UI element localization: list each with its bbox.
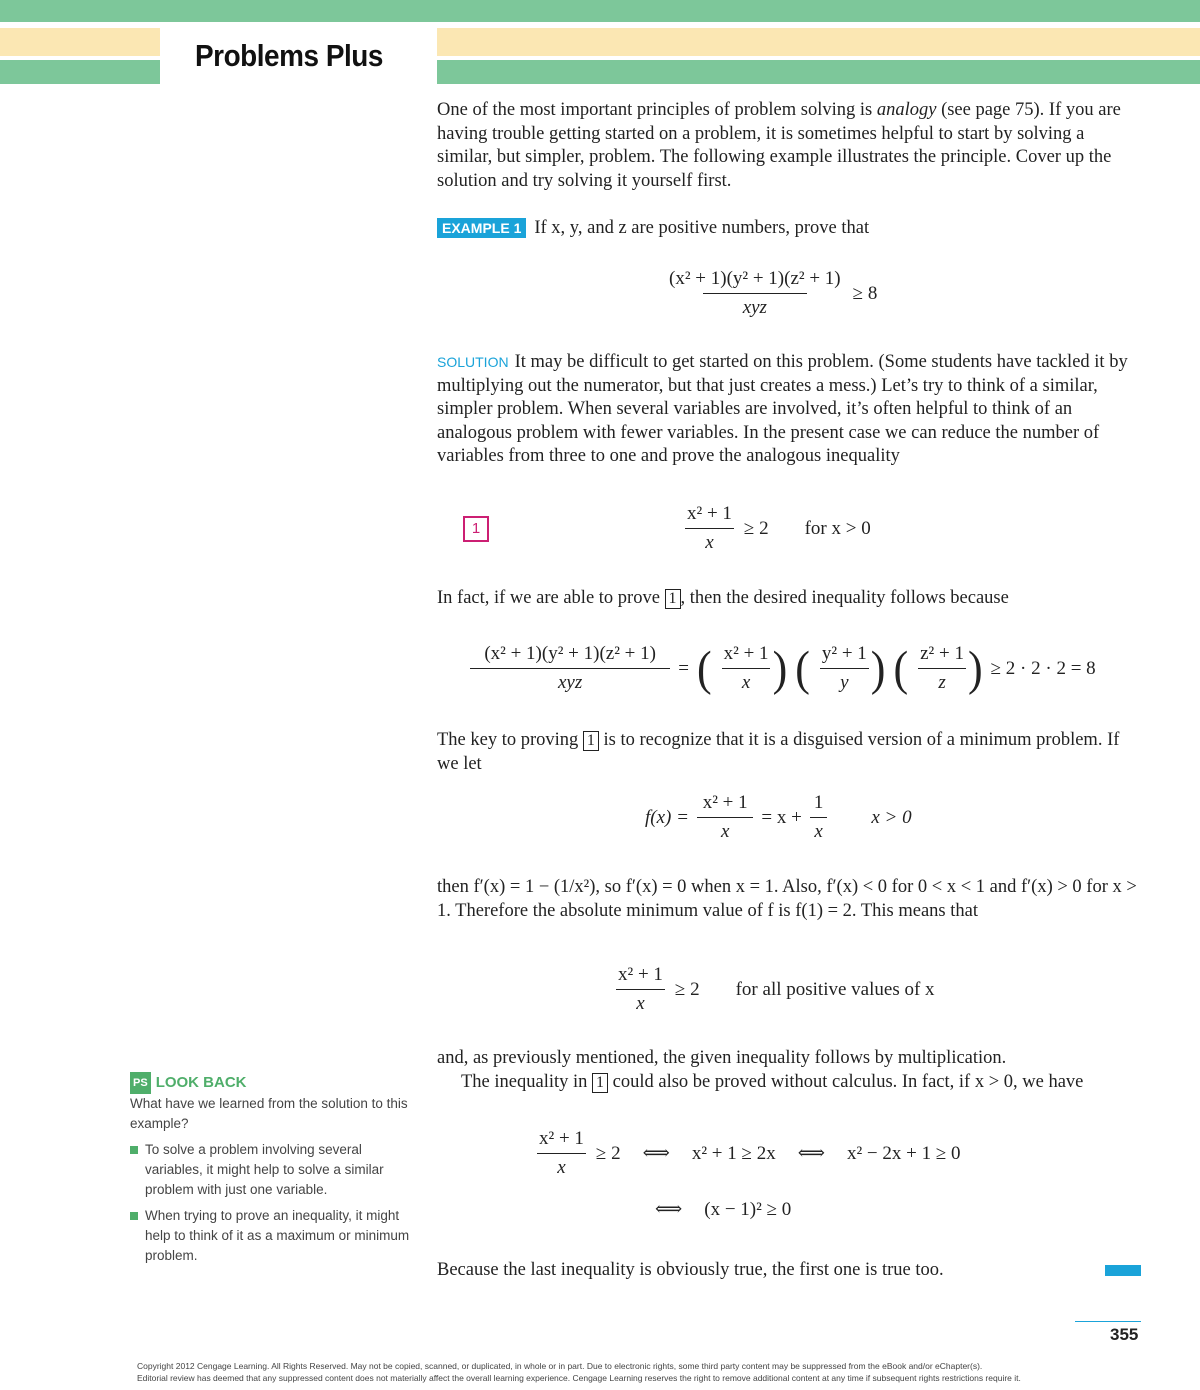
solution-label: SOLUTION [437, 354, 509, 370]
equation-1: $\frac{\text{x² + 1}}{x}$ ≥ 2 for x > 0 [687, 503, 871, 553]
look-back-sidebar [130, 1072, 415, 1266]
conclusion-paragraph: Because the last inequality is obviously true, the first one is true too. [437, 1260, 944, 1280]
intro-paragraph: One of the most important principles of problem solving is analogy (see page 75). If you are having trouble getting started on a problem, it is sometimes helpful to start by solving a similar, but simpler, problem. The following example illustrates the principle. Cover up the solution and try solving it yourself first. [437, 100, 1121, 191]
bullet-square-icon [130, 1212, 138, 1220]
solution-paragraph: SOLUTION It may be difficult to get started on this problem. (Some students have tackled it by multiplying out the numerator, but that just creates a mess.) Let’s try to think of a similar, simpler problem. When several variables are involved, it’s often helpful to think of an analogous problem with fewer variables. In the present case we can reduce the number of variables from three to one and prove the analogous inequality [437, 352, 1128, 466]
list-item: To solve a problem involving several variables, it might help to solve a similar problem with just one variable. [130, 1140, 415, 1200]
example-statement: EXAMPLE 1 If x, y, and z are positive numbers, prove that [437, 217, 1142, 241]
fact-paragraph: In fact, if we are able to prove 1 , then the desired inequality follows because [437, 588, 1009, 608]
header-green-band-right [437, 60, 1200, 84]
equation-ref-1c[interactable]: 1 [592, 1073, 608, 1093]
equation-3: f(x) = $\frac{\text{x² + 1}}{x}$ = x + $\frac{1}{x}$ x > 0 [645, 792, 912, 842]
header-top-band [0, 0, 1200, 22]
end-of-solution-marker [1105, 1265, 1141, 1276]
look-back-title: LOOK BACK [155, 1074, 247, 1091]
ps-badge: PS [130, 1072, 151, 1094]
page-number-rule [1075, 1321, 1141, 1322]
header-cream-band-left [0, 28, 160, 56]
equation-4: $\frac{\text{x² + 1}}{x}$ ≥ 2 for all positive values of x [618, 964, 935, 1014]
copyright-line-1: Copyright 2012 Cengage Learning. All Rights Reserved. May not be copied, scanned, or duplicated, in whole or in part. Due to electronic rights, some third party content may be suppressed from the eBook and/or eChapter(s). [137, 1361, 983, 1371]
bullet-square-icon [130, 1146, 138, 1154]
list-item: When trying to prove an inequality, it might help to think of it as a maximum or minimum problem. [130, 1206, 415, 1266]
header-cream-band-right [437, 28, 1200, 56]
equation-label-1: 1 [463, 516, 489, 542]
inequality-paragraph: The inequality in 1 could also be proved without calculus. In fact, if x > 0, we have [461, 1072, 1084, 1092]
copyright-line-2: Editorial review has deemed that any suppressed content does not materially affect the overall learning experience. Cengage Learning reserves the right to remove additional content at any time if subsequent rights restrictions require it. [137, 1373, 1021, 1383]
equation-ref-1[interactable]: 1 [665, 589, 681, 609]
header-green-band-left [0, 60, 160, 84]
equation-ref-1b[interactable]: 1 [583, 731, 599, 751]
example-fraction: $\frac{\text{(x² + 1)(y² + 1)(z² + 1)}}{\text{xyz}}$ [669, 268, 841, 318]
look-back-question: What have we learned from the solution to this example? [130, 1096, 408, 1131]
equation-2: $\frac{\text{(x² + 1)(y² + 1)(z² + 1)}}{\text{xyz}}$ = ( $\frac{\text{x² + 1}}{x}$ ) ( $\frac{\text{y² + 1}}{y}$ ) ( $\frac{\text{z² + 1}}{z}$ ) ≥ 2 · 2 · 2 = 8 [470, 643, 1104, 694]
page-title: Problems Plus [195, 38, 383, 73]
derivative-paragraph: then f′(x) = 1 − (1/x²), so f′(x) = 0 when x = 1. Also, f′(x) < 0 for 0 < x < 1 and f′(x) > 0 for x > 1. Therefore the absolute minimum value of f is f(1) = 2. This means that [437, 877, 1137, 921]
example-inequality: $\frac{\text{(x² + 1)(y² + 1)(z² + 1)}}{\text{xyz}}$ ≥ 8 [665, 268, 885, 319]
equation-5-line-2: ⟺ (x − 1)² ≥ 0 [655, 1198, 792, 1220]
equation-5: $\frac{\text{x² + 1}}{x}$ ≥ 2 ⟺ x² + 1 ≥ 2x ⟺ x² − 2x + 1 ≥ 0 [539, 1128, 961, 1178]
page-number: 355 [1110, 1325, 1139, 1344]
key-paragraph: The key to proving 1 is to recognize that it is a disguised version of a minimum problem. If we let [437, 730, 1120, 774]
example-badge: EXAMPLE 1 [437, 218, 526, 238]
and-paragraph: and, as previously mentioned, the given inequality follows by multiplication. [437, 1048, 1007, 1068]
